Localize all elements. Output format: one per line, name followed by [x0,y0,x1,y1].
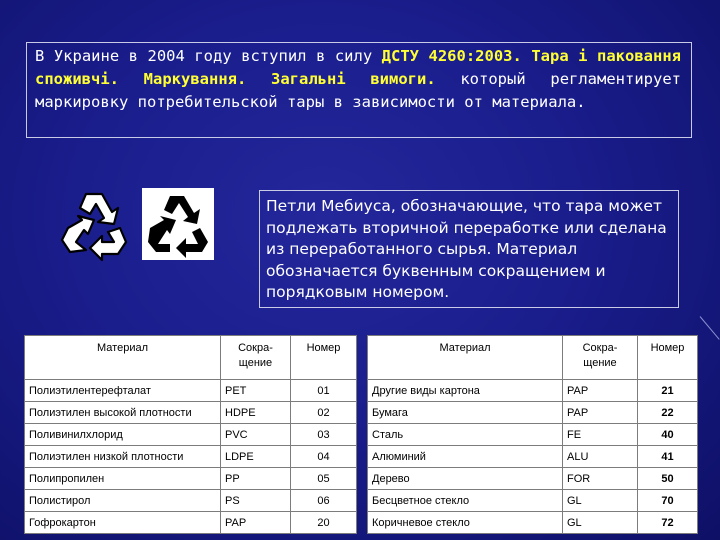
number-cell: 06 [291,490,357,512]
abbreviation-cell: FE [563,424,638,446]
number-cell: 01 [291,380,357,402]
material-cell: Гофрокартон [25,512,221,534]
number-cell: 40 [638,424,698,446]
material-cell: Поливинилхлорид [25,424,221,446]
header-abbreviation: Сокра-щение [563,336,638,380]
material-cell: Полипропилен [25,468,221,490]
abbreviation-cell: PAP [221,512,291,534]
abbreviation-cell: HDPE [221,402,291,424]
table-row [368,380,698,402]
table-row [368,490,698,512]
table-row [25,402,357,424]
material-cell: Дерево [368,468,563,490]
number-cell: 70 [638,490,698,512]
number-cell: 04 [291,446,357,468]
mobius-loop-note: Петли Мебиуса, обозначающие, что тара может подлежать вторичной переработке или сделана из переработанного сырья. Материал обозначается буквенным сокращением и порядковым номером. [259,190,679,308]
table-row [368,468,698,490]
material-cell: Полиэтилен высокой плотности [25,402,221,424]
table-row [368,512,698,534]
table-row [25,490,357,512]
abbreviation-cell: PAP [563,380,638,402]
material-cell: Бумага [368,402,563,424]
abbreviation-cell: PAP [563,402,638,424]
recycle-icons [56,186,226,266]
header-material: Материал [25,336,221,380]
header-number: Номер [638,336,698,380]
number-cell: 02 [291,402,357,424]
table-row [368,446,698,468]
material-cell: Полиэтилентерефталат [25,380,221,402]
recycle-loop-solid-icon [140,186,216,262]
abbreviation-cell: GL [563,512,638,534]
number-cell: 03 [291,424,357,446]
table-header-row [368,336,698,380]
number-cell: 50 [638,468,698,490]
number-cell: 41 [638,446,698,468]
material-cell: Другие виды картона [368,380,563,402]
header-number: Номер [291,336,357,380]
abbreviation-cell: ALU [563,446,638,468]
table-header-row [25,336,357,380]
intro-text-start: В Украине в 2004 году вступил в силу [35,47,382,65]
material-cell: Полиэтилен низкой плотности [25,446,221,468]
table-row [368,424,698,446]
material-cell: Бесцветное стекло [368,490,563,512]
table-row [25,380,357,402]
number-cell: 21 [638,380,698,402]
number-cell: 20 [291,512,357,534]
number-cell: 05 [291,468,357,490]
materials-table-left [24,335,357,534]
materials-table-right [367,335,698,534]
header-abbreviation: Сокра-щение [221,336,291,380]
standard-title: ДСТУ 4260:2003. Тара і паковання споживчі. Маркування. Загальні вимоги. [35,47,681,88]
material-cell: Полистирол [25,490,221,512]
abbreviation-cell: LDPE [221,446,291,468]
table-row [25,512,357,534]
intro-text-end: который регламентирует маркировку потребительской тары в зависимости от материала. [35,70,682,111]
decorative-line [700,316,720,340]
material-cell: Сталь [368,424,563,446]
header-material: Материал [368,336,563,380]
abbreviation-cell: PVC [221,424,291,446]
number-cell: 72 [638,512,698,534]
table-row [25,424,357,446]
abbreviation-cell: PP [221,468,291,490]
abbreviation-cell: PS [221,490,291,512]
abbreviation-cell: GL [563,490,638,512]
number-cell: 22 [638,402,698,424]
intro-text-box [26,42,692,138]
material-cell: Коричневое стекло [368,512,563,534]
table-row [25,468,357,490]
table-row [368,402,698,424]
material-cell: Алюминий [368,446,563,468]
abbreviation-cell: PET [221,380,291,402]
recycle-loop-outline-icon [56,186,132,262]
abbreviation-cell: FOR [563,468,638,490]
table-row [25,446,357,468]
